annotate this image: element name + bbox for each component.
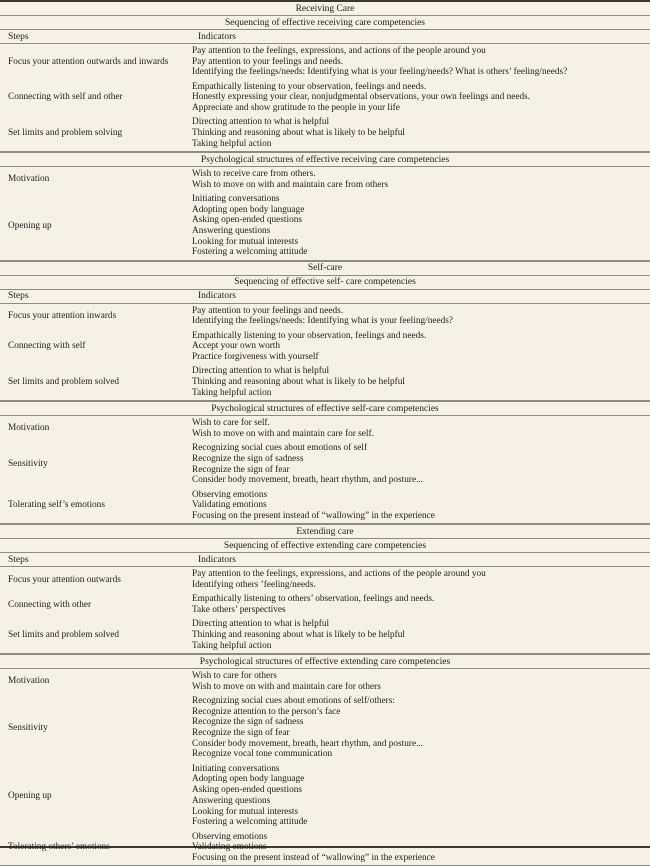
indicator-line: Validating emotions: [192, 500, 267, 511]
column-header-row: [0, 30, 650, 44]
step-cell: Tolerating self’s emotions: [8, 500, 105, 511]
indicator-line: Adopting open body language: [192, 774, 305, 785]
step-cell: Focus your attention outwards: [8, 574, 121, 585]
table-row-sequencing: [0, 304, 650, 329]
indicator-line: Wish to receive care from others.: [192, 168, 316, 179]
table-row-psychological: [0, 167, 650, 192]
table-row-sequencing: [0, 567, 650, 592]
indicator-line: Consider body movement, breath, heart rhythm, and posture...: [192, 738, 424, 749]
indicators-cell: [192, 194, 650, 258]
indicators-cell: [192, 443, 650, 486]
indicator-line: Observing emotions: [192, 489, 268, 500]
indicator-line: Pay attention to the feelings, expressions, and actions of the people around you: [192, 45, 486, 56]
step-cell: Motivation: [8, 676, 50, 687]
indicator-line: Focusing on the present instead of “wallowing” in the experience: [192, 510, 435, 521]
indicator-line: Recognize attention to the person’s face: [192, 706, 341, 717]
indicators-cell: [192, 418, 650, 439]
indicator-line: Recognize the sign of sadness: [192, 453, 304, 464]
indicator-line: Wish to move on with and maintain care from others: [192, 179, 389, 190]
step-cell: Motivation: [8, 423, 50, 434]
indicator-line: Recognizing social cues about emotions of self: [192, 443, 368, 454]
indicator-line: Wish to care for others: [192, 670, 277, 681]
indicator-line: Fostering a welcoming attitude: [192, 247, 308, 258]
indicator-line: Pay attention to the feelings, expressions, and actions of the people around you: [192, 569, 486, 580]
indicator-line: Thinking and reasoning about what is likely to be helpful: [192, 127, 406, 138]
step-cell: Sensitivity: [8, 459, 48, 470]
indicator-line: Accept your own worth: [192, 341, 281, 352]
column-header-row: [0, 553, 650, 567]
column-header-indicators: Indicators: [198, 554, 236, 565]
indicator-line: Taking helpful action: [192, 640, 272, 651]
table-row-sequencing: [0, 44, 650, 80]
indicator-line: Recognizing social cues about emotions of self/others:: [192, 695, 395, 706]
section-title: Extending care: [0, 525, 650, 539]
indicator-line: Empathically listening to your observation, feelings and needs.: [192, 81, 427, 92]
indicator-line: Answering questions: [192, 226, 271, 237]
table-row-sequencing: [0, 80, 650, 116]
table-row-psychological: [0, 488, 650, 524]
indicators-cell: [192, 331, 650, 363]
indicator-line: Wish to move on with and maintain care for self.: [192, 428, 374, 439]
indicator-line: Focusing on the present instead of “wallowing” in the experience: [192, 852, 435, 863]
indicators-cell: [192, 117, 650, 149]
indicator-line: Looking for mutual interests: [192, 806, 299, 817]
step-cell: Motivation: [8, 174, 50, 185]
psych-structures-title: Psychological structures of effective extending care competencies: [0, 655, 650, 669]
section-subtitle: Sequencing of effective self- care competencies: [0, 276, 650, 290]
table-row-psychological: [0, 192, 650, 260]
indicator-line: Wish to move on with and maintain care for others: [192, 681, 381, 692]
column-header-indicators: Indicators: [198, 31, 236, 42]
indicator-line: Asking open-ended questions: [192, 785, 302, 796]
step-cell: Opening up: [8, 220, 52, 231]
step-cell: Connecting with self: [8, 341, 86, 352]
indicators-cell: [192, 569, 650, 590]
indicator-line: Initiating conversations: [192, 193, 280, 204]
indicator-line: Asking open-ended questions: [192, 215, 302, 226]
psych-structures-title: Psychological structures of effective receiving care competencies: [0, 153, 650, 167]
step-cell: Focus your attention inwards: [8, 311, 117, 322]
indicator-line: Initiating conversations: [192, 763, 280, 774]
indicator-line: Recognize vocal tone communication: [192, 749, 333, 760]
table-row-psychological: [0, 669, 650, 694]
indicator-line: Observing emotions: [192, 831, 268, 842]
table-row-psychological: [0, 694, 650, 762]
psych-structures-title: Psychological structures of effective self-care competencies: [0, 402, 650, 416]
indicators-cell: [192, 619, 650, 651]
step-cell: Set limits and problem solving: [8, 127, 123, 138]
indicators-cell: [192, 169, 650, 190]
indicator-line: Pay attention to your feelings and needs.: [192, 56, 344, 67]
indicators-cell: [192, 366, 650, 398]
table-row-sequencing: [0, 115, 650, 151]
indicator-line: Recognize the sign of sadness: [192, 717, 304, 728]
indicator-line: Pay attention to your feelings and needs.: [192, 305, 344, 316]
table-row-sequencing: [0, 617, 650, 653]
step-cell: Sensitivity: [8, 722, 48, 733]
indicators-cell: [192, 671, 650, 692]
step-cell: Tolerating others’ emotions: [8, 842, 110, 853]
indicator-line: Directing attention to what is helpful: [192, 366, 330, 377]
indicators-cell: [192, 82, 650, 114]
indicator-line: Empathically listening to others’ observation, feelings and needs.: [192, 594, 435, 605]
indicator-line: Thinking and reasoning about what is likely to be helpful: [192, 377, 406, 388]
indicator-line: Recognize the sign of fear: [192, 728, 290, 739]
indicators-cell: [192, 764, 650, 828]
indicator-line: Identifying the feelings/needs: Identifying what is your feeling/needs? What is others’ feeling/needs?: [192, 67, 568, 78]
indicator-line: Answering questions: [192, 795, 271, 806]
table-row-psychological: [0, 762, 650, 830]
indicator-line: Recognize the sign of fear: [192, 464, 290, 475]
step-cell: Connecting with other: [8, 599, 92, 610]
indicator-line: Empathically listening to your observation, feelings and needs.: [192, 330, 427, 341]
indicator-line: Identifying others ’feeling/needs.: [192, 579, 316, 590]
table-row-sequencing: [0, 329, 650, 365]
column-header-row: [0, 290, 650, 304]
indicator-line: Appreciate and show gratitude to the people in your life: [192, 102, 400, 113]
table-row-psychological: [0, 441, 650, 487]
indicators-cell: [192, 594, 650, 615]
indicator-line: Validating emotions: [192, 842, 267, 853]
column-header-steps: Steps: [8, 31, 29, 42]
indicator-line: Wish to care for self.: [192, 418, 270, 429]
step-cell: Set limits and problem solved: [8, 377, 120, 388]
step-cell: Opening up: [8, 790, 52, 801]
step-cell: Set limits and problem solved: [8, 629, 120, 640]
section-title: Receiving Care: [0, 2, 650, 16]
indicators-cell: [192, 46, 650, 78]
indicators-cell: [192, 696, 650, 760]
step-cell: Focus your attention outwards and inwards: [8, 56, 169, 67]
indicators-cell: [192, 306, 650, 327]
section-subtitle: Sequencing of effective receiving care competencies: [0, 16, 650, 30]
indicator-line: Thinking and reasoning about what is likely to be helpful: [192, 629, 406, 640]
table-row-sequencing: [0, 365, 650, 401]
indicator-line: Adopting open body language: [192, 204, 305, 215]
table-row-sequencing: [0, 592, 650, 617]
step-cell: Connecting with self and other: [8, 92, 123, 103]
indicator-line: Directing attention to what is helpful: [192, 619, 330, 630]
indicator-line: Directing attention to what is helpful: [192, 117, 330, 128]
indicators-cell: [192, 490, 650, 522]
indicator-line: Fostering a welcoming attitude: [192, 817, 308, 828]
column-header-steps: Steps: [8, 554, 29, 565]
section-title: Self-care: [0, 262, 650, 276]
table-row-psychological: [0, 416, 650, 441]
indicator-line: Honestly expressing your clear, nonjudgmental observations, your own feelings and needs.: [192, 92, 531, 103]
indicator-line: Identifying the feelings/needs: Identifying what is your feeling/needs?: [192, 316, 454, 327]
column-header-indicators: Indicators: [198, 291, 236, 302]
column-header-steps: Steps: [8, 291, 29, 302]
section-subtitle: Sequencing of effective extending care competencies: [0, 539, 650, 553]
indicator-line: Taking helpful action: [192, 387, 272, 398]
indicator-line: Consider body movement, breath, heart rhythm, and posture...: [192, 475, 424, 486]
indicator-line: Practice forgiveness with yourself: [192, 352, 319, 363]
indicator-line: Looking for mutual interests: [192, 236, 299, 247]
indicator-line: Taking helpful action: [192, 138, 272, 149]
indicator-line: Take others’ perspectives: [192, 604, 286, 615]
